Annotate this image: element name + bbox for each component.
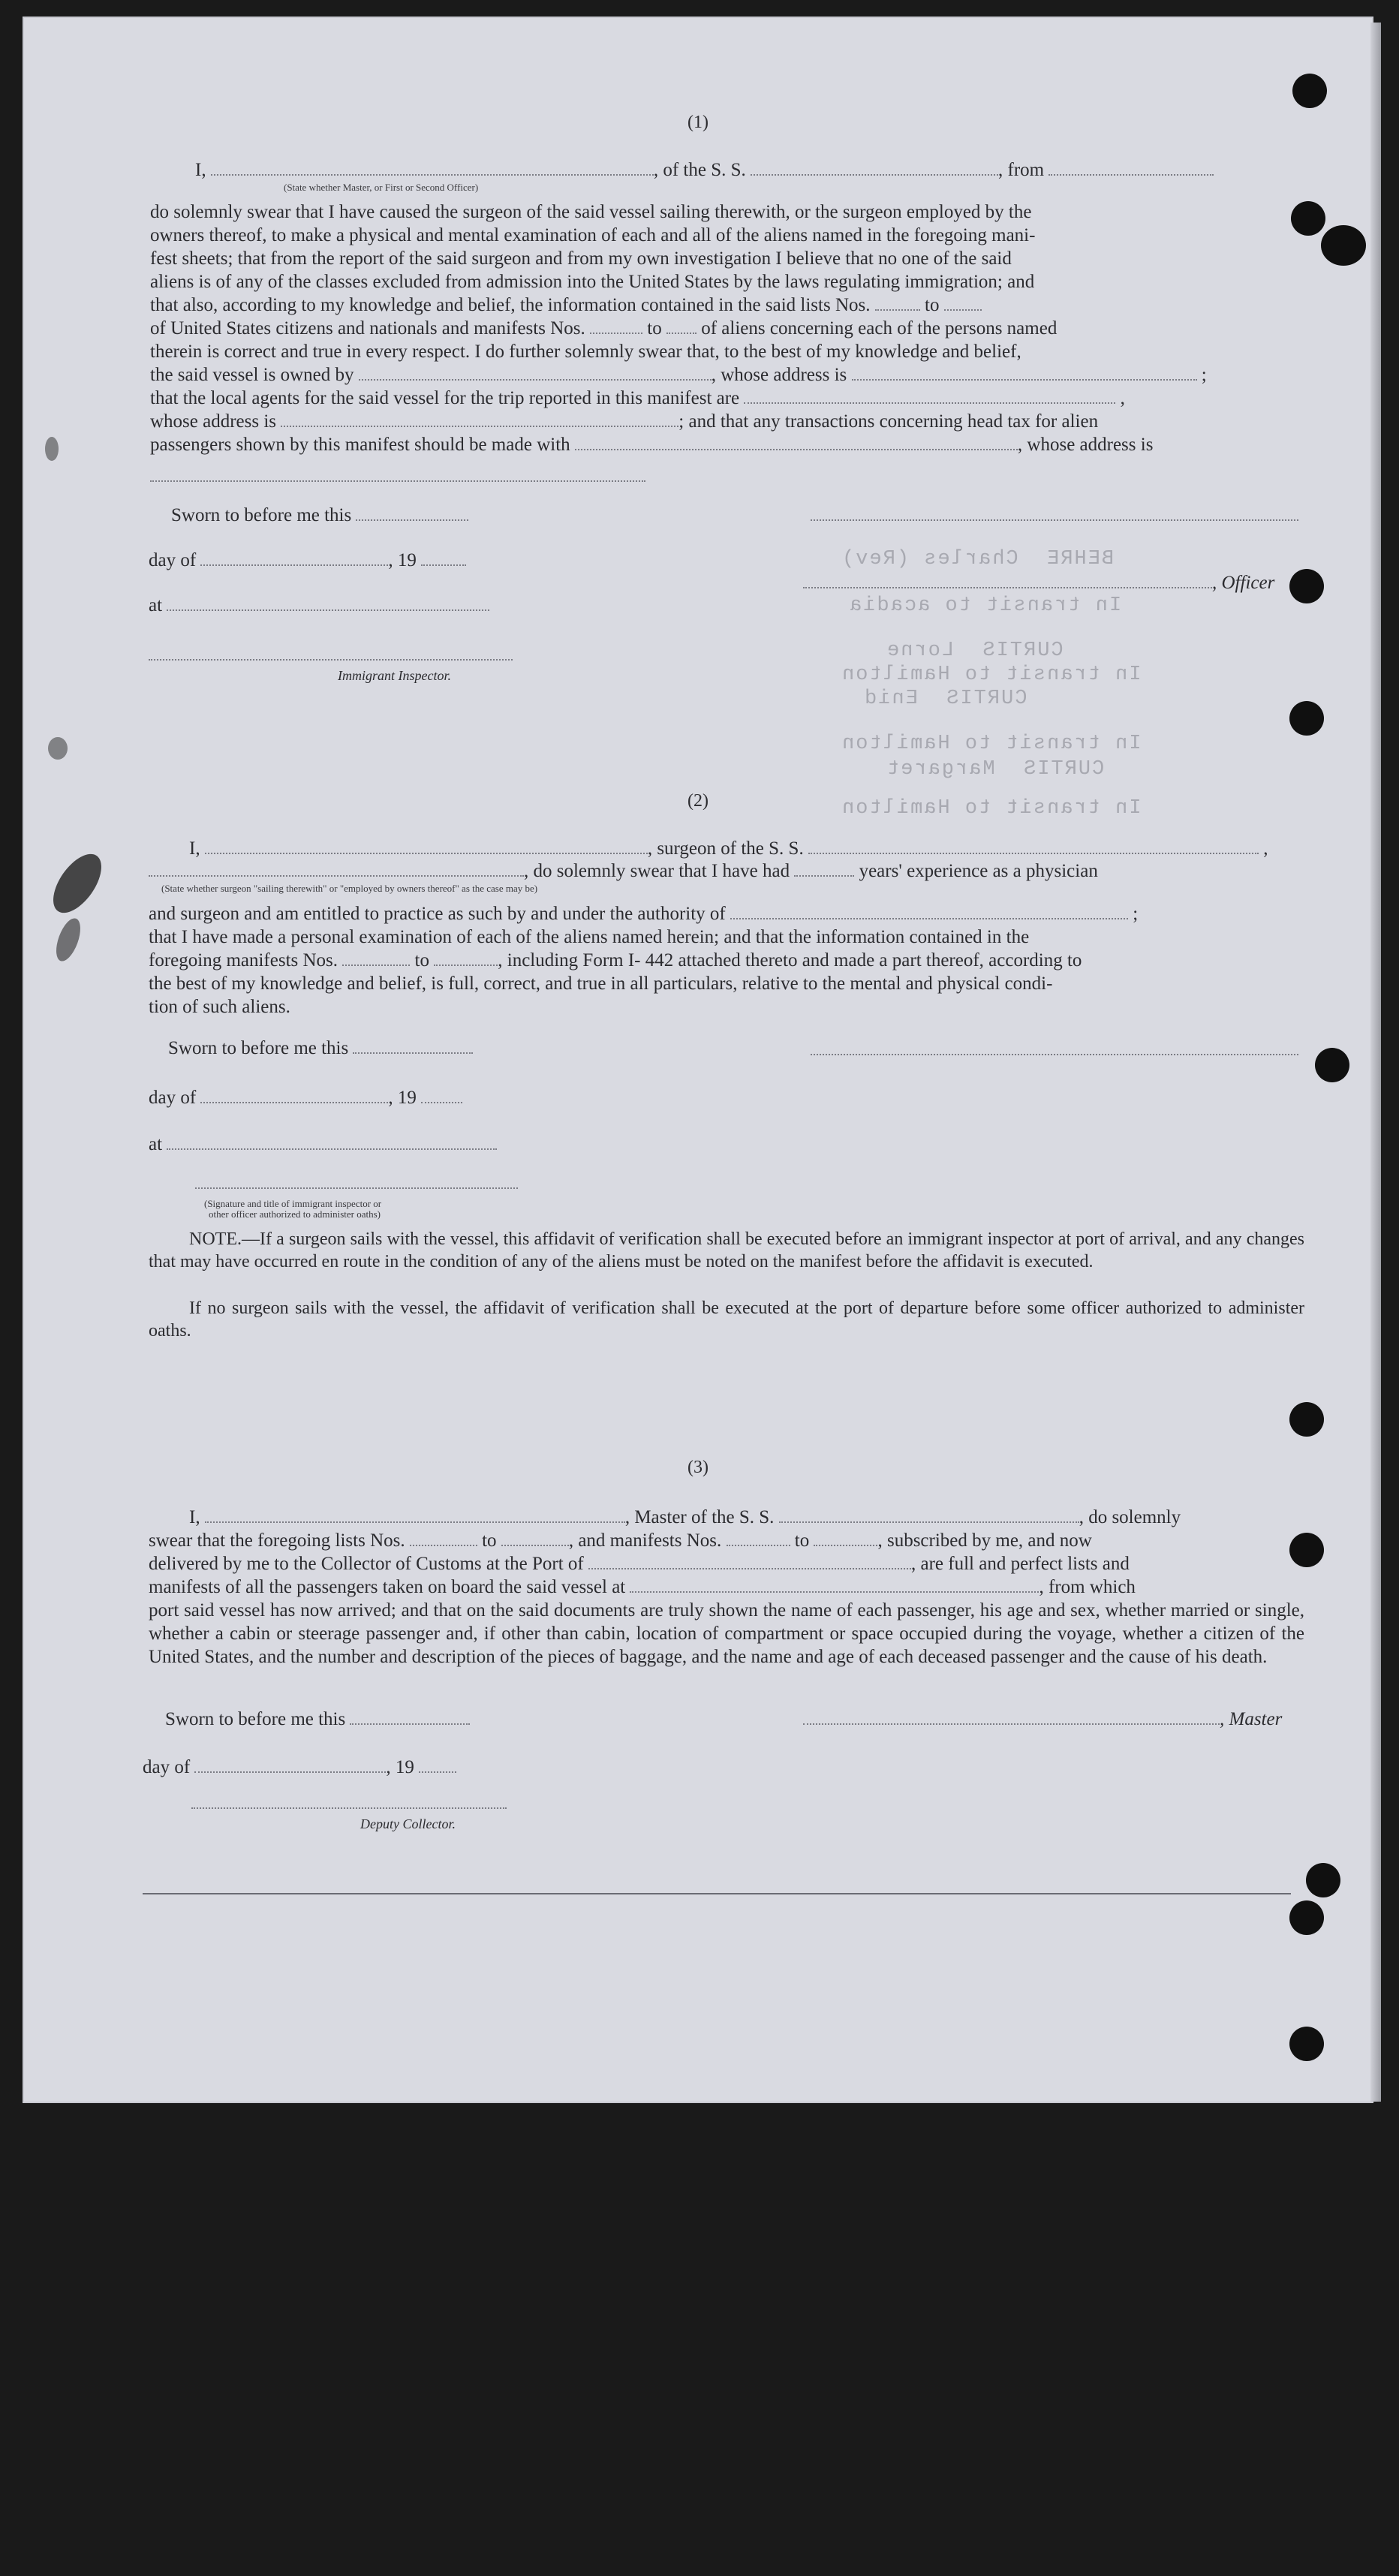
lists-from-field[interactable] <box>410 1531 477 1546</box>
signature-note: other officer authorized to administer oaths) <box>209 1208 381 1220</box>
swear-label: , do solemnly swear that I have had <box>524 861 790 881</box>
label-i: I, <box>189 1507 200 1527</box>
sworn-label: Sworn to before me this <box>171 505 352 525</box>
label-i: I, <box>189 838 200 859</box>
paragraph-line: that the local agents for the said vessel for the trip reported in this manifest are , <box>150 388 1125 408</box>
from-port-field[interactable] <box>1048 161 1214 176</box>
perfect-lists-label: , are full and perfect lists and <box>911 1554 1130 1574</box>
paragraph-line <box>149 949 1304 972</box>
year-field[interactable] <box>421 1088 462 1103</box>
note-paragraph-1: NOTE.—If a surgeon sails with the vessel, this affidavit of verification shall be executed before an immigrant inspector at port of arrival, and any changes that may have occurred en route in the condition of any of the aliens must be noted on the manifest before the affidavit is executed. <box>149 1229 1304 1271</box>
form-label: , including Form I- 442 attached thereto and made a part thereof, according to <box>498 950 1082 971</box>
sworn-label: Sworn to before me this <box>168 1038 349 1058</box>
punch-hole <box>1306 1863 1340 1897</box>
sworn-day-field[interactable] <box>350 1710 470 1725</box>
punch-hole <box>1289 2027 1324 2061</box>
master-of-label: , Master of the S. S. <box>624 1507 775 1527</box>
paragraph-line <box>149 1552 1304 1575</box>
agent-address-label: whose address is <box>150 411 277 432</box>
surgeon-signature-field[interactable] <box>811 1054 1298 1055</box>
master-line <box>803 1710 1282 1729</box>
paragraph-line <box>149 1529 1304 1552</box>
manifests-to-field[interactable] <box>434 951 498 966</box>
label-to: to <box>925 295 940 315</box>
paragraph-line <box>150 410 1306 433</box>
day-of-label: day of <box>149 550 197 570</box>
owned-by-label: the said vessel is owned by <box>150 365 354 385</box>
manifests-from-field[interactable] <box>590 319 642 334</box>
solemnly-label: , do solemnly <box>1079 1507 1181 1527</box>
label-to: to <box>482 1530 497 1551</box>
years-field[interactable] <box>794 862 854 877</box>
master-name-field[interactable] <box>205 1508 625 1523</box>
local-agents-field[interactable] <box>744 389 1115 404</box>
officer-name-field[interactable] <box>211 161 654 176</box>
bleed-through-line: CURTIS Enid <box>863 688 1027 710</box>
paragraph-line: owners thereof, to make a physical and mental examination of each and all of the aliens named in the foregoing mani- <box>150 225 1036 245</box>
paragraph-line <box>149 1575 1304 1599</box>
owner-field[interactable] <box>359 366 712 381</box>
lists-to-field[interactable] <box>501 1531 569 1546</box>
lists-label: that also, according to my knowledge and belief, the information contained in the said lists Nos. <box>150 295 871 315</box>
paragraph-line: fest sheets; that from the report of the said surgeon and from my own investigation I believe that no one of the said <box>150 248 1012 269</box>
officer-line <box>803 573 1274 592</box>
year-field[interactable] <box>419 1758 456 1773</box>
paragraph-text: port said vessel has now arrived; and that on the said documents are truly shown the name of each passenger, his age and sex, whether married or single, whether a cabin or steerage passenger and, if other than cabin, location of compartment or space occupied during the voyage, whether a citizen of the United States, and the number and description of the pieces of baggage, and the name and age of each deceased passenger and the cause of his death. <box>149 1600 1304 1667</box>
punch-hole <box>1315 1048 1349 1082</box>
year-label: , 19 <box>388 550 417 570</box>
at-line <box>149 596 489 615</box>
year-label: , 19 <box>388 1088 417 1108</box>
year-label: , 19 <box>386 1757 414 1777</box>
master-label: , Master <box>1220 1709 1283 1729</box>
port-label: delivered by me to the Collector of Customs at the Port of <box>149 1554 584 1574</box>
section-3-number: (3) <box>687 1458 709 1477</box>
at-line <box>149 1135 497 1154</box>
owner-address-field[interactable] <box>852 366 1197 381</box>
at-label: at <box>149 1134 163 1154</box>
manifests-from-field[interactable] <box>342 951 410 966</box>
label-to: to <box>647 318 662 339</box>
at-place-field[interactable] <box>167 1135 497 1150</box>
master-ship-field[interactable] <box>779 1508 1079 1523</box>
ink-smudge <box>52 915 86 964</box>
paragraph-line <box>150 433 1306 456</box>
bleed-through-line: CURTIS Lorne <box>886 639 1064 662</box>
sworn-line <box>171 506 468 525</box>
sworn-label: Sworn to before me this <box>165 1709 346 1729</box>
lists-label: swear that the foregoing lists Nos. <box>149 1530 405 1551</box>
bleed-through-line: BEHRE Charles (Rev) <box>841 548 1115 570</box>
authority-label: and surgeon and am entitled to practice as such by and under the authority of <box>149 904 726 924</box>
paragraph-line: aliens is of any of the classes excluded from admission into the United States by the laws regulating immigration; and <box>150 272 1035 292</box>
paragraph-line: do solemnly swear that I have caused the surgeon of the said vessel sailing therewith, or the surgeon employed by the <box>150 202 1032 222</box>
bleed-through-line: In transit to Hamilton <box>841 797 1142 820</box>
manifests-to-field[interactable] <box>814 1531 877 1546</box>
officer-signature-top-field[interactable] <box>811 519 1298 521</box>
punch-hole <box>1292 74 1327 108</box>
years-label: years' experience as a physician <box>859 861 1098 881</box>
document-page <box>23 17 1373 2103</box>
punch-hole <box>1289 1402 1324 1437</box>
label-i: I, <box>195 160 206 180</box>
paragraph-line: tion of such aliens. <box>149 997 290 1017</box>
manifests-label: , and manifests Nos. <box>568 1530 722 1551</box>
day-of-line <box>149 1088 462 1107</box>
head-tax-agent-label: passengers shown by this manifest should be made with <box>150 435 570 455</box>
bottom-rule <box>143 1893 1291 1894</box>
deputy-caption: Deputy Collector. <box>360 1816 456 1831</box>
manifests-label: of United States citizens and nationals and manifests Nos. <box>150 318 585 339</box>
official-signature-field[interactable] <box>195 1187 518 1189</box>
day-of-line <box>149 551 466 570</box>
punch-hole <box>1289 1533 1324 1567</box>
taken-on-board-label: manifests of all the passengers taken on board the said vessel at <box>149 1577 626 1597</box>
paragraph-line <box>150 317 1306 340</box>
section-1-paragraph <box>150 200 1306 456</box>
surgeon-ship-field[interactable] <box>808 839 1259 854</box>
bleed-through-line: In transit to Hamilton <box>841 664 1142 686</box>
bleed-through-line: CURTIS Margaret <box>886 758 1105 781</box>
paragraph-line: the said vessel is owned by , whose address is ; <box>150 365 1207 385</box>
month-field[interactable] <box>200 551 388 566</box>
year-field[interactable] <box>421 551 466 566</box>
day-of-line <box>143 1758 456 1777</box>
manifests-to-field[interactable] <box>666 319 696 334</box>
label-to: to <box>414 950 429 971</box>
section-2-line-1: I, , surgeon of the S. S. , <box>189 838 1268 859</box>
section-1-number: (1) <box>687 113 709 132</box>
section-3-paragraph <box>149 1506 1304 1669</box>
sworn-day-field[interactable] <box>353 1039 473 1054</box>
label-to: to <box>794 1530 810 1551</box>
lists-from-field[interactable] <box>875 296 920 311</box>
surgeon-of-label: , surgeon of the S. S. <box>647 838 804 859</box>
subscribed-label: , subscribed by me, and now <box>877 1530 1092 1551</box>
sworn-line <box>168 1039 473 1058</box>
departure-port-field[interactable] <box>630 1578 1039 1593</box>
ink-smudge <box>45 437 59 461</box>
authority-field[interactable] <box>730 904 1128 919</box>
manifests-from-field[interactable] <box>727 1531 790 1546</box>
paragraph-line <box>149 1506 1304 1529</box>
punch-hole <box>1289 569 1324 603</box>
bleed-through-line: In transit to acadia <box>848 594 1122 617</box>
officer-label: , Officer <box>1212 573 1275 593</box>
label-of-ss: , of the S. S. <box>653 160 746 180</box>
paragraph-line: and surgeon and am entitled to practice as such by and under the authority of ; <box>149 904 1139 924</box>
deputy-signature-field[interactable] <box>191 1807 507 1809</box>
agent-address-field[interactable] <box>281 412 678 427</box>
head-tax-label: ; and that any transactions concerning head tax for alien <box>678 411 1099 432</box>
inspector-signature-field[interactable] <box>149 659 513 661</box>
sworn-day-field[interactable] <box>356 506 468 521</box>
aliens-concerning-label: of aliens concerning each of the persons named <box>701 318 1058 339</box>
ink-smudge <box>44 846 110 921</box>
punch-hole <box>1289 701 1324 736</box>
day-of-label: day of <box>149 1088 197 1108</box>
page-edge <box>1370 23 1381 2102</box>
manifests-label: foregoing manifests Nos. <box>149 950 338 971</box>
section-2-line-2 <box>149 862 1098 880</box>
bleed-through-line: In transit to Hamilton <box>841 733 1142 755</box>
local-agents-label: that the local agents for the said vessel for the trip reported in this manifest are <box>150 388 740 408</box>
punch-hole <box>1289 1900 1324 1935</box>
at-place-field[interactable] <box>167 596 489 611</box>
master-signature-field[interactable] <box>803 1710 1220 1725</box>
surgeon-status-field[interactable] <box>149 862 524 877</box>
port-field[interactable] <box>588 1554 911 1569</box>
day-of-label: day of <box>143 1757 191 1777</box>
paragraph-line: that I have made a personal examination of each of the aliens named herein; and that the information contained in the <box>149 927 1030 947</box>
ink-smudge <box>48 737 68 760</box>
punch-hole <box>1321 225 1366 266</box>
month-field[interactable] <box>200 1088 388 1103</box>
surgeon-note: (State whether surgeon "sailing therewith" or "employed by owners thereof" as the case may be) <box>161 883 538 894</box>
paragraph-line: therein is correct and true in every respect. I do further solemnly swear that, to the best of my knowledge and belief, <box>150 342 1021 362</box>
surgeon-name-field[interactable] <box>205 839 648 854</box>
officer-note: (State whether Master, or First or Second Officer) <box>284 182 479 193</box>
address-continuation-field[interactable] <box>150 480 645 482</box>
label-from: , from <box>998 160 1045 180</box>
inspector-caption: Immigrant Inspector. <box>338 668 451 683</box>
signature-note: (Signature and title of immigrant inspector or <box>204 1198 382 1209</box>
at-label: at <box>149 595 163 615</box>
from-which-label: , from which <box>1039 1577 1136 1597</box>
note-paragraph-2: If no surgeon sails with the vessel, the affidavit of verification shall be executed at the port of departure before some officer authorized to administer oaths. <box>149 1299 1304 1341</box>
whose-address-label: , whose address is <box>1017 435 1154 455</box>
lists-to-field[interactable] <box>944 296 982 311</box>
whose-address-label: , whose address is <box>711 365 847 385</box>
month-field[interactable] <box>194 1758 386 1773</box>
section-2-number: (2) <box>687 791 709 811</box>
paragraph-line <box>150 293 1306 317</box>
paragraph-line: the best of my knowledge and belief, is full, correct, and true in all particulars, relative to the mental and physical condi- <box>149 974 1053 994</box>
punch-hole <box>1291 201 1325 236</box>
head-tax-agent-field[interactable] <box>575 435 1018 450</box>
sworn-line <box>165 1710 470 1729</box>
section-2-paragraph <box>149 902 1304 1019</box>
officer-signature-field[interactable] <box>803 573 1212 588</box>
ship-name-field[interactable] <box>751 161 998 176</box>
section-1-line-1 <box>195 161 1214 179</box>
